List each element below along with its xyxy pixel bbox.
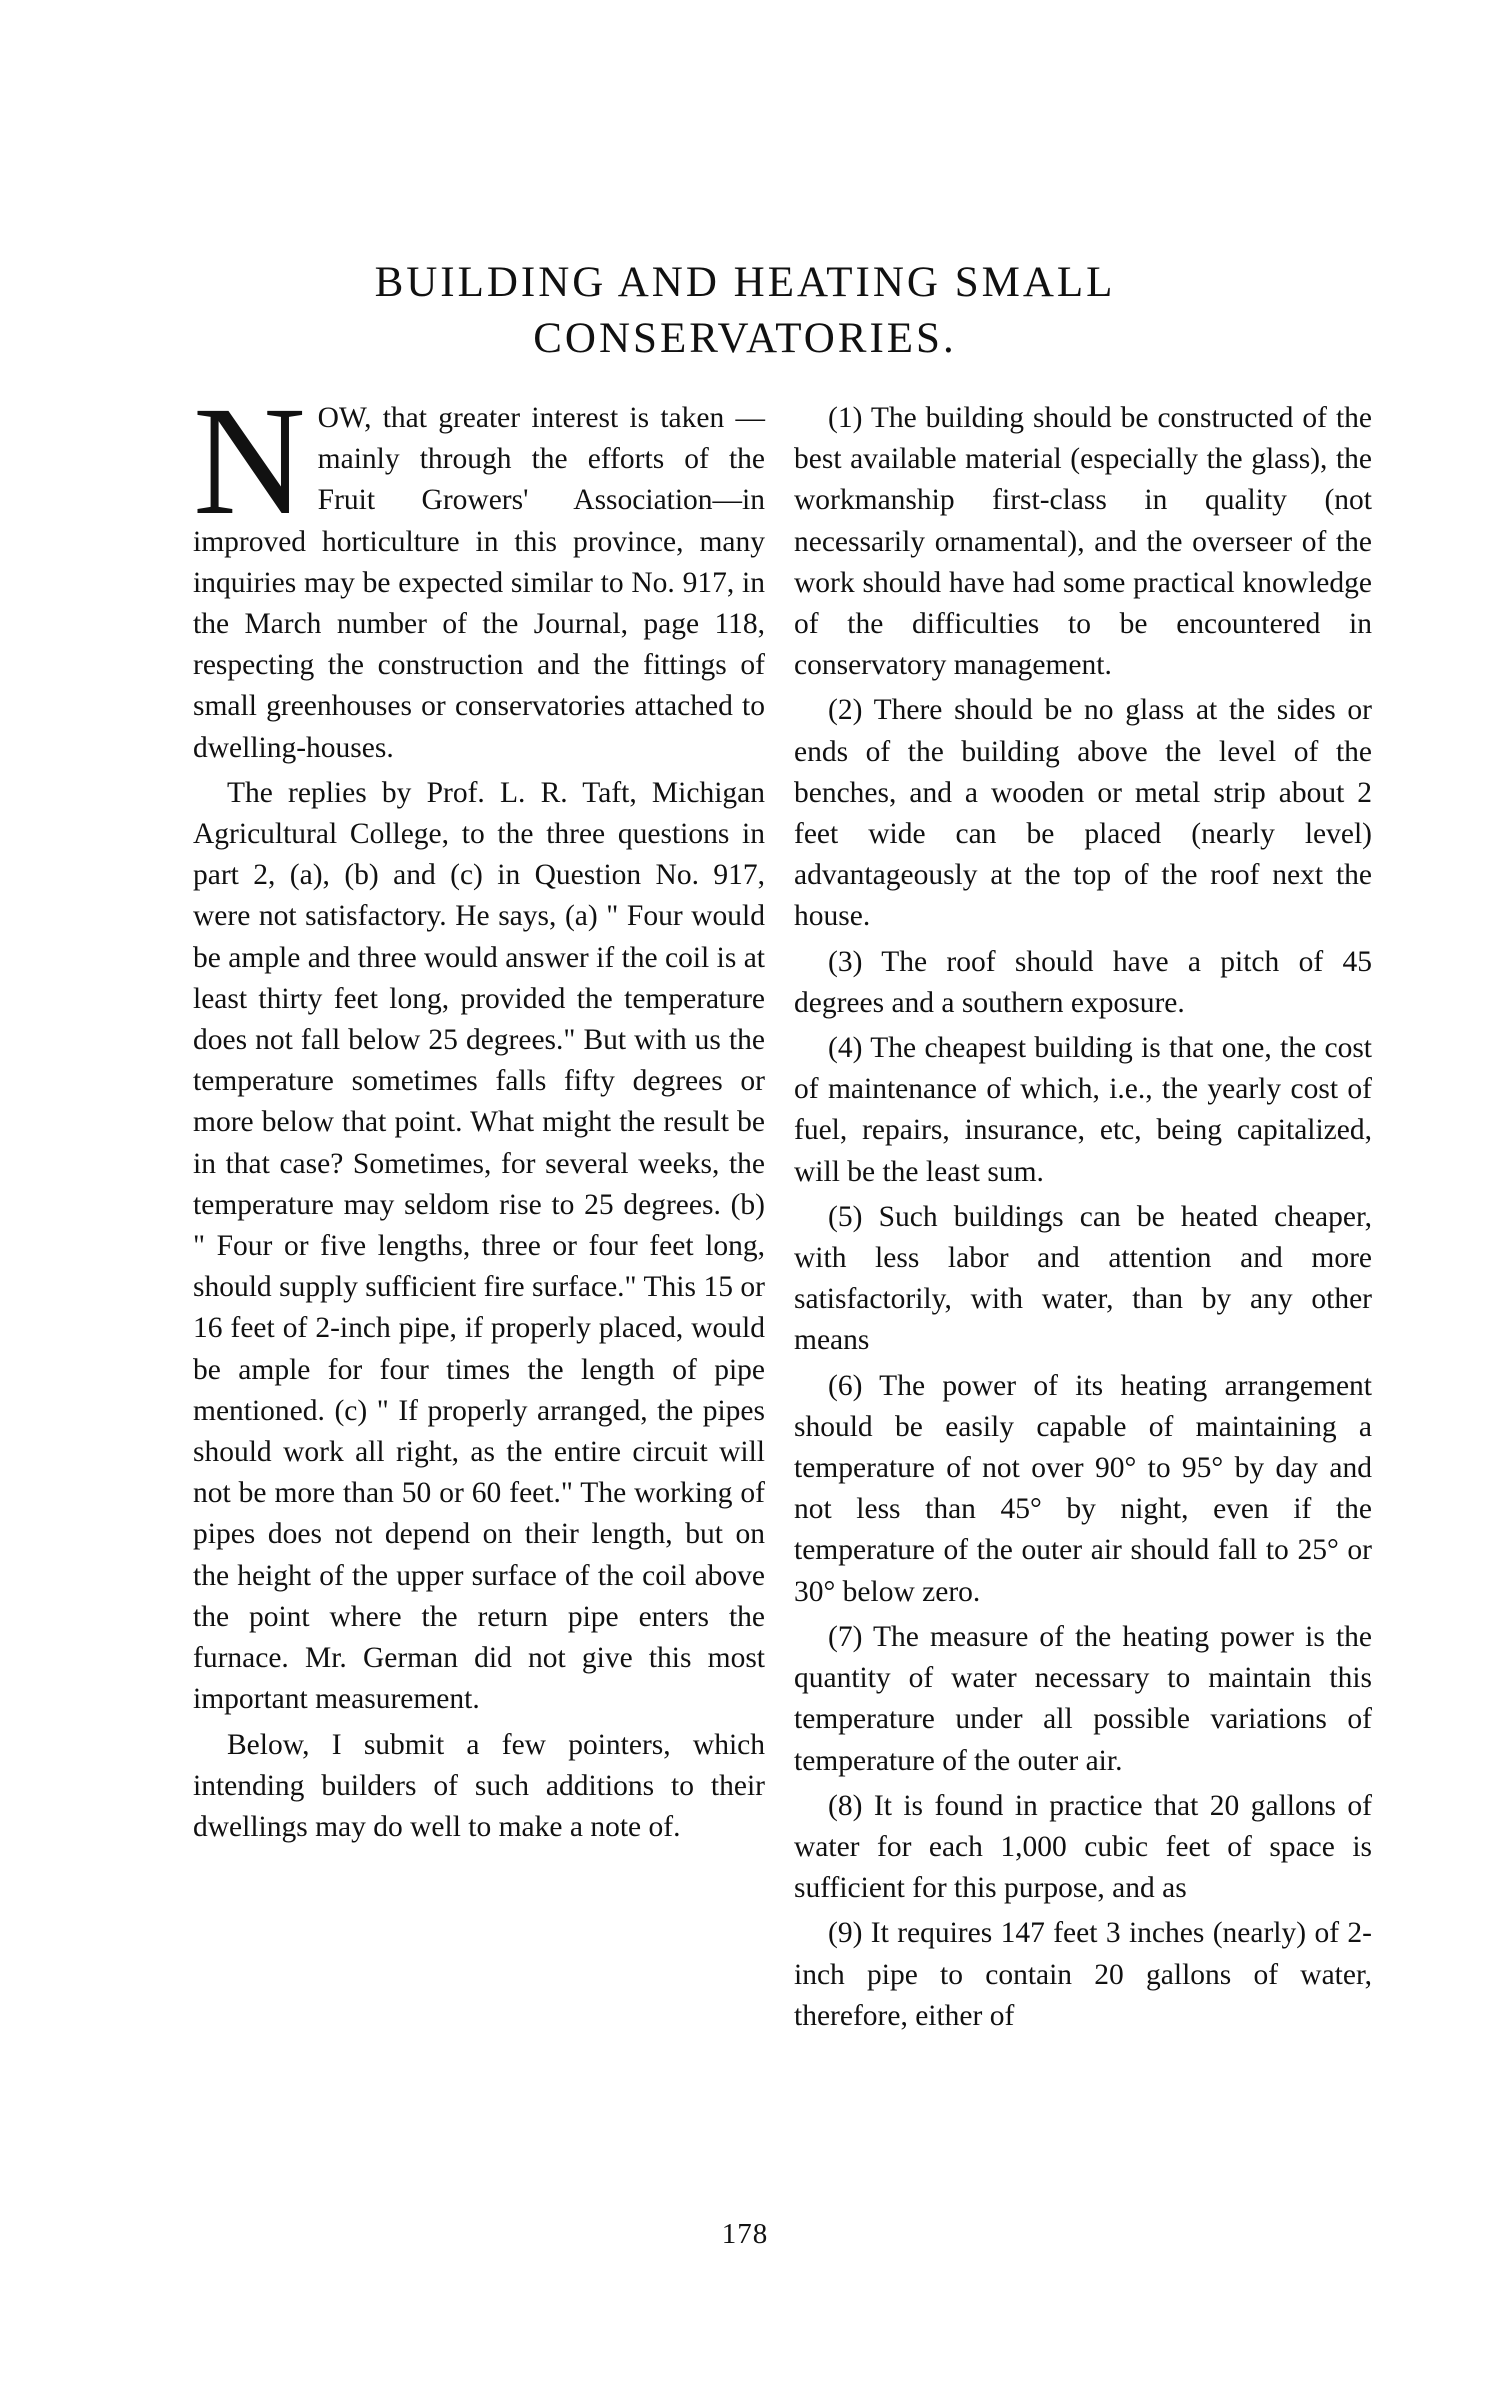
pointer-7: (7) The measure of the heating power is the quantity of water necessary to maintain this temperature under all possible variations of temperature of the outer air. xyxy=(794,1620,1372,1777)
pointer-8: (8) It is found in practice that 20 gallons of water for each 1,000 cubic feet of space is sufficient for this purpose, and as xyxy=(794,1789,1372,1905)
intro-paragraph xyxy=(193,374,765,769)
pointer-4: (4) The cheapest building is that one, the cost of maintenance of which, i.e., the yearly cost of fuel, repairs, insurance, etc, being capitalized, will be the least sum. xyxy=(794,1032,1372,1188)
drop-cap: N xyxy=(193,374,306,547)
pointer-9: (9) It requires 147 feet 3 inches (nearly) of 2-inch pipe to contain 20 gallons of water, therefore, either of xyxy=(794,1917,1372,2032)
pointer-2: (2) There should be no glass at the sides or ends of the building above the level of the benches, and a wooden or metal strip about 2 feet wide can be placed (nearly level) advantageously at the top of the roof next the house. xyxy=(794,694,1372,933)
pointers-intro-paragraph: Below, I submit a few pointers, which intending builders of such additions to their dwellings may do well to make a note of. xyxy=(193,1728,765,1843)
intro-paragraph-text: OW, that greater interest is taken — mainly through the efforts of the Fruit Growers' Association—in improved horticulture in this province, many inquiries may be expected similar to No. 917, in the March number of the Journal, page 118, respecting the construction and the fittings of small greenhouses or conservatories attached to dwelling-houses. xyxy=(193,402,765,764)
pointer-3: (3) The roof should have a pitch of 45 degrees and a southern exposure. xyxy=(794,945,1372,1019)
page-number: 178 xyxy=(721,2218,769,2250)
article-title: BUILDING AND HEATING SMALL CONSERVATORIES. xyxy=(374,259,1116,362)
right-column xyxy=(794,398,1372,2037)
pointer-6: (6) The power of its heating arrangement should be easily capable of maintaining a temperature of not over 90° to 95° by day and not less than 45° by night, even if the temperature of the outer air should fall to 25° or 30° below zero. xyxy=(794,1369,1372,1608)
pointer-1: (1) The building should be constructed of the best available material (especially the glass), the workmanship first-class in quality (not necessarily ornamental), and the overseer of the work should have had some practical knowledge of the difficulties to be encountered in conservatory management. xyxy=(794,402,1372,682)
pointer-5: (5) Such buildings can be heated cheaper, with less labor and attention and more satisfactorily, with water, than by any other means xyxy=(794,1200,1372,1357)
taft-replies-paragraph: The replies by Prof. L. R. Taft, Michigan Agricultural College, to the three questions in part 2, (a), (b) and (c) in Question No. 917, were not satisfactory. He says, (a) " Four would be ample and three would answer if the coil is at least thirty feet long, provided the temperature does not fall below 25 degrees." But with us the temperature sometimes falls fifty degrees or more below that point. What might the result be in that case? Sometimes, for several weeks, the temperature may seldom rise to 25 degrees. (b) " Four or five lengths, three or four feet long, should supply sufficient fire surface." This 15 or 16 feet of 2-inch pipe, if properly placed, would be ample for four times the length of pipe mentioned. (c) " If properly arranged, the pipes should work all right, as the entire circuit will not be more than 50 or 60 feet." The working of pipes does not depend on their length, but on the height of the upper surface of the coil above the point where the return pipe enters the furnace. Mr. German did not give this most important measurement. xyxy=(193,776,765,1716)
left-column xyxy=(193,374,765,1848)
